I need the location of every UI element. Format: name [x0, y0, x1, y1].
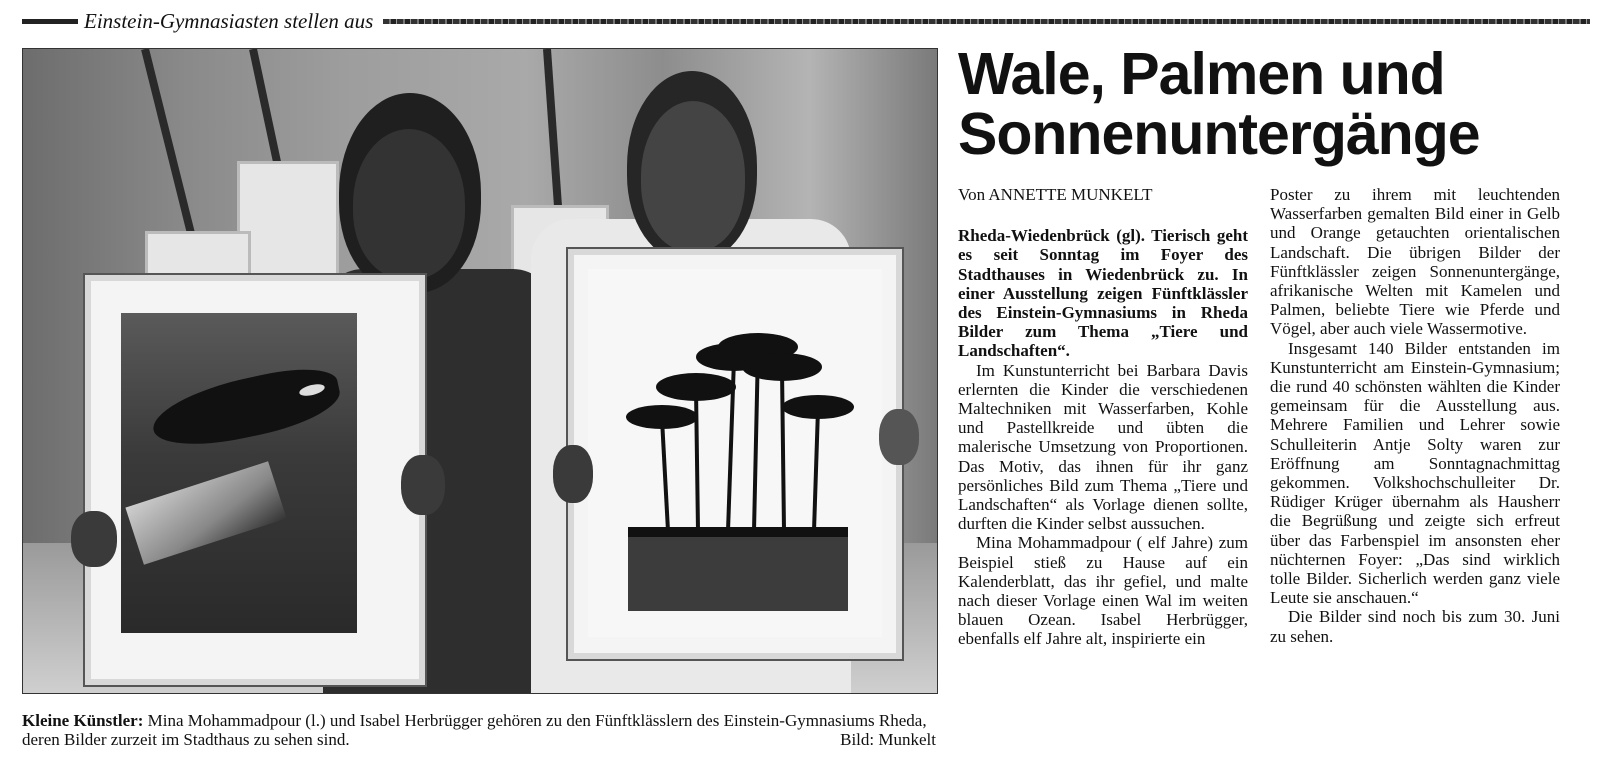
article-photo: [22, 48, 938, 694]
girl-right-face: [641, 101, 745, 251]
article-paragraph: Im Kunstunterricht bei Barbara Davis erlernten die Kinder die verschiedenen Maltechniken mit Wasserfarben, Kohle und Pastellkreide und übten die malerische Umsetzung von Proportionen. Das Motiv, das ihnen für ihr ganz persönliches Bild zum Thema „Tiere und Landschaften“ als Vorlage dienen sollte, durften die Kinder selbst aussuchen.: [958, 360, 1248, 534]
article-lead: Rheda-Wiedenbrück (gl). Tierisch geht es seit Sonntag im Foyer des Stadthauses in Wiedenbrück zu. In einer Ausstellung zeigen Fünftklässler des Einstein-Gymnasiums in Rheda Bilder zum Thema „Tiere und Landschaften“.: [958, 226, 1248, 361]
photo-caption: [22, 711, 936, 749]
kicker-text: Einstein-Gymnasiasten stellen aus: [84, 8, 374, 33]
caption-text: Mina Mohammadpour (l.) und Isabel Herbrügger gehören zu den Fünftklässlern des Einstein-Gymnasiums Rheda, deren Bilder zurzeit im Stadthaus zu sehen sind.: [22, 711, 927, 749]
whale-painting-frame: [85, 275, 425, 685]
section-kicker: [22, 6, 1590, 36]
article-paragraph: Mina Mohammadpour ( elf Jahre) zum Beispiel stieß zu Hause auf ein Kalenderblatt, das ihr gefiel, und malte nach dieser Vorlage einen Wal im weiten blauen Ozean. Isabel Herbrügger, ebenfalls elf Jahre alt, inspirierte ein: [958, 533, 1248, 649]
palm-trees-drawing: [588, 269, 882, 637]
photo-easel: [543, 49, 563, 219]
article-paragraph: Poster zu ihrem mit leuchtenden Wasserfarben gemalten Bild einer in Gelb und Orange getauchten orientalischen Landschaft. Die übrigen Bilder der Fünftklässler zeigen Sonnenuntergänge, afrikanische Welten mit Kamelen und Palmen, beliebte Tiere wie Pferde und Vögel, aber auch viele Wassermotive.: [1270, 185, 1560, 339]
kicker-rule-right: [383, 19, 1590, 24]
headline-line-2: Sonnenuntergänge: [958, 101, 1480, 167]
background-painting: [145, 231, 251, 281]
hand-left: [71, 511, 117, 567]
hand-right-girl-right: [879, 409, 919, 465]
photo-credit: Bild: Munkelt: [840, 730, 936, 749]
hand-right-girl-left: [553, 445, 593, 503]
whale-splash: [125, 461, 286, 564]
byline: Von ANNETTE MUNKELT: [958, 185, 1153, 204]
article-paragraph: Insgesamt 140 Bilder entstanden im Kunstunterricht am Einstein-Gymnasium; die rund 40 schönsten wählten die Kinder gemeinsam für die Ausstellung aus. Mehrere Familien und Lehrer sowie Schulleiterin Antje Solty waren zur Eröffnung am Sonntagnachmittag gekommen. Volkshochschulleiter Dr. Rüdiger Krüger übernahm als Hausherr die Begrüßung und zeigte sich erfreut über das Farbenspiel im ansonsten eher nüchternen Foyer: „Das sind wirklich tolle Bilder. Sicherlich werden ganz viele Leute sie anschauen.“: [1270, 338, 1560, 608]
article-column-1: [958, 185, 1248, 649]
background-painting: [237, 161, 339, 277]
palms-painting-frame: [568, 249, 902, 659]
article-paragraph: Die Bilder sind noch bis zum 30. Juni zu sehen.: [1270, 607, 1560, 646]
headline-line-1: Wale, Palmen und: [958, 41, 1445, 107]
girl-left-face: [353, 129, 465, 279]
article-column-2: [1270, 185, 1560, 646]
kicker-rule-left: [22, 19, 78, 24]
whale-shape: [147, 360, 345, 456]
article-headline: [958, 41, 1590, 167]
palms-painting: [588, 269, 882, 637]
whale-painting: [121, 313, 357, 633]
caption-label: Kleine Künstler:: [22, 711, 144, 730]
hand-left-girl-right: [401, 455, 445, 515]
